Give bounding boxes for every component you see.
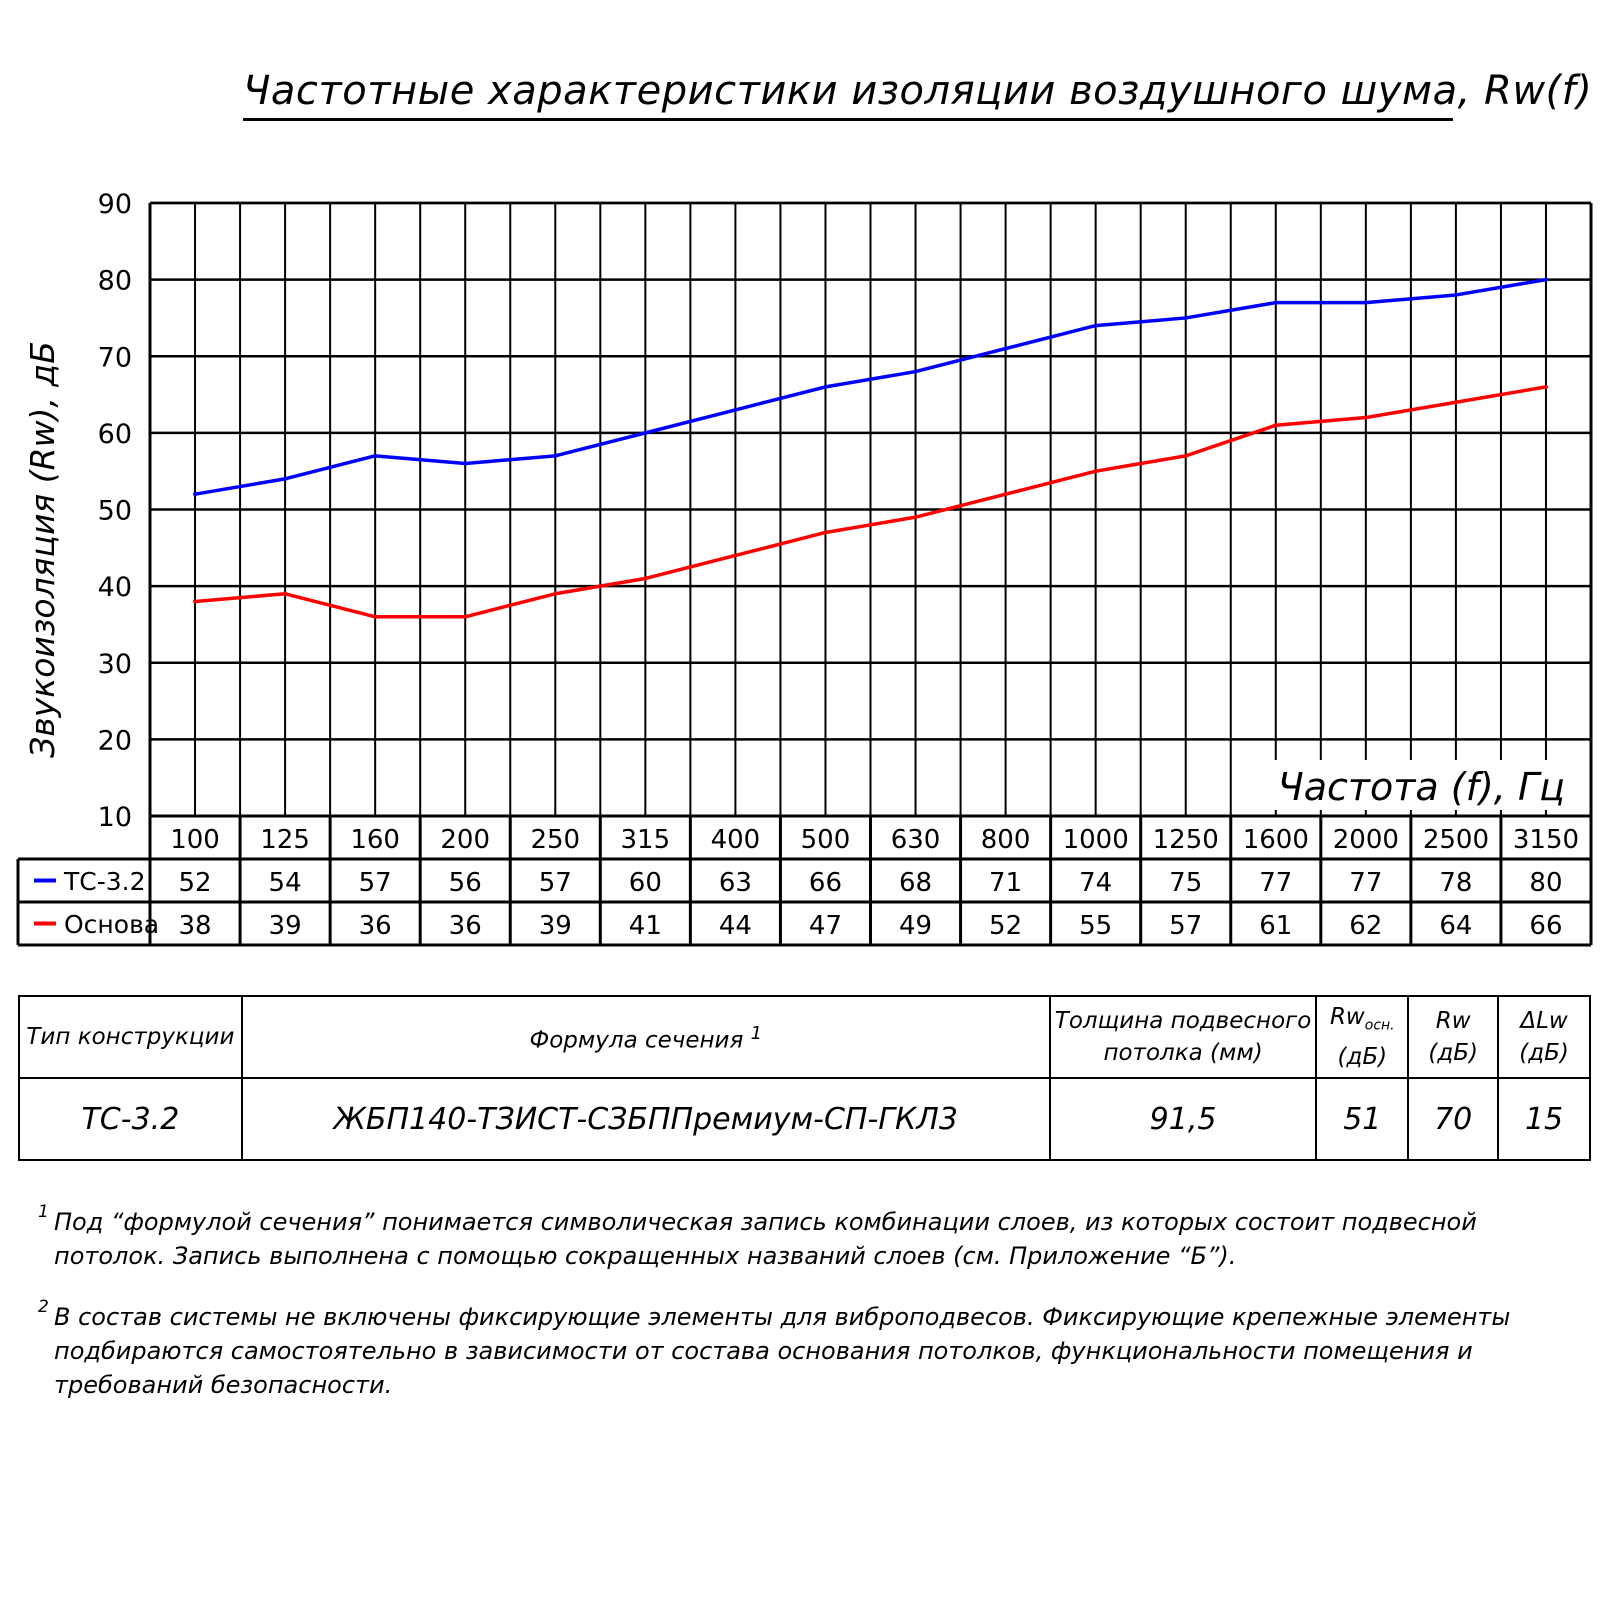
series-2-point: [733, 553, 737, 557]
data-label-1: 54: [268, 868, 302, 898]
header-rw-base-unit: (дБ): [1337, 1044, 1388, 1071]
data-label-1: 57: [538, 868, 572, 898]
series-1-point: [373, 454, 377, 458]
y-tick-label: 80: [97, 265, 132, 297]
x-tick-label: 630: [890, 825, 941, 855]
data-label-2: 38: [178, 911, 212, 941]
series-1-point: [1184, 316, 1188, 320]
series-1-point: [1364, 301, 1368, 305]
series-2-point: [373, 615, 377, 619]
data-label-1: 77: [1349, 868, 1383, 898]
x-tick-label: 800: [980, 825, 1031, 855]
x-axis-label: Частота (f), Гц: [1277, 765, 1565, 809]
data-label-2: 44: [718, 911, 752, 941]
data-label-1: 68: [898, 868, 933, 898]
header-delta: [1498, 996, 1590, 1078]
cell-formula: ЖБП140-ТЗИСТ-СЗБППремиум-СП-ГКЛ3: [242, 1078, 1050, 1160]
cell-delta: 15: [1498, 1078, 1590, 1160]
y-tick-label: 10: [97, 802, 132, 833]
spec-data-row: [19, 1078, 1590, 1160]
header-rw-unit: (дБ): [1428, 1040, 1478, 1066]
data-label-1: 74: [1079, 868, 1113, 898]
data-label-2: 61: [1259, 911, 1293, 941]
footnote-1-text: Под “формулой сечения” понимается символическая запись комбинации слоев, из которых состоит подвесной потолок. Запись выполнена с помощью сокращенных названий слоев (см. Приложение “Б”).: [54, 1208, 1477, 1270]
x-tick-label: 100: [170, 825, 220, 855]
y-tick-label: 90: [97, 189, 132, 220]
series-2-point: [463, 615, 467, 619]
data-label-1: 52: [178, 868, 212, 898]
series-1-point: [1094, 324, 1098, 328]
data-label-2: 39: [538, 911, 572, 941]
chart-title: Частотные характеристики изоляции воздушного шума, Rw(f): [243, 68, 1453, 121]
x-tick-label: 500: [800, 825, 851, 855]
data-label-2: 47: [808, 911, 843, 941]
series-1-point: [914, 370, 918, 374]
series-1-point: [463, 462, 467, 466]
footnote-2-mark: 2: [38, 1297, 49, 1317]
header-rw-base: [1316, 996, 1408, 1078]
series-2-point: [643, 576, 647, 580]
header-rw-label: Rw: [1435, 1008, 1471, 1034]
series-1-point: [283, 477, 287, 481]
data-label-1: 80: [1529, 868, 1563, 898]
series-2-point: [283, 592, 287, 596]
data-label-2: 36: [448, 911, 482, 941]
y-tick-label: 60: [97, 418, 132, 450]
header-rw: [1408, 996, 1498, 1078]
x-tick-label: 200: [440, 825, 491, 855]
header-formula: [242, 996, 1050, 1078]
series-1-point: [1004, 347, 1008, 351]
series-2-point: [914, 515, 918, 519]
header-delta-label: ΔLw: [1520, 1008, 1568, 1034]
cell-thickness: 91,5: [1050, 1078, 1317, 1160]
x-tick-label: 1600: [1242, 825, 1309, 855]
header-rw-base-sub: осн.: [1364, 1017, 1395, 1034]
series-2-point: [1544, 385, 1548, 389]
y-tick-label: 70: [97, 342, 132, 374]
data-label-2: 55: [1079, 911, 1113, 941]
footnote-2: [38, 1297, 1558, 1402]
series-1-point: [733, 408, 737, 412]
data-label-1: 56: [448, 868, 482, 898]
data-label-1: 77: [1259, 868, 1293, 898]
x-tick-label: 250: [530, 825, 581, 855]
footnote-2-text: В состав системы не включены фиксирующие элементы для виброподвесов. Фиксирующие крепежные элементы подбираются самостоятельно в зависимости от состава основания потолков, функциональности помещения и требований безопасности.: [54, 1303, 1511, 1399]
data-label-1: 66: [808, 868, 843, 898]
x-tick-label: 400: [710, 825, 761, 855]
series-2-point: [193, 599, 197, 603]
series-2-point: [1094, 469, 1098, 473]
series-2-point: [1184, 454, 1188, 458]
series-1-point: [1454, 293, 1458, 297]
y-tick-label: 50: [97, 495, 132, 527]
x-tick-label: 1000: [1062, 825, 1129, 855]
data-label-1: 71: [989, 868, 1023, 898]
data-label-2: 64: [1439, 911, 1473, 941]
y-tick-label: 20: [97, 725, 132, 757]
data-label-1: 63: [718, 868, 752, 898]
series-1-point: [193, 492, 197, 496]
series-1-point: [1274, 301, 1278, 305]
data-label-2: 52: [989, 911, 1023, 941]
x-tick-label: 2000: [1332, 825, 1399, 855]
series-2-point: [1004, 492, 1008, 496]
series-2-point: [823, 530, 827, 534]
legend-label-2: Основа: [64, 910, 160, 939]
x-tick-label: 1250: [1152, 825, 1219, 855]
legend-label-1: ТС-3.2: [64, 867, 146, 896]
footnote-1-mark: 1: [38, 1202, 49, 1222]
x-tick-label: 3150: [1512, 825, 1580, 855]
series-1-point: [643, 431, 647, 435]
cell-rw: 70: [1408, 1078, 1498, 1160]
data-label-2: 57: [1169, 911, 1203, 941]
data-label-1: 57: [358, 868, 392, 898]
spec-table: [18, 995, 1591, 1161]
data-label-2: 62: [1349, 911, 1383, 941]
header-formula-footnote-mark: 1: [750, 1022, 763, 1044]
data-label-2: 36: [358, 911, 392, 941]
series-1-point: [553, 454, 557, 458]
spec-header-row: [19, 996, 1590, 1078]
y-tick-label: 40: [97, 572, 132, 604]
y-axis-label: Звукоизоляция (Rw), дБ: [23, 341, 62, 758]
series-2-point: [553, 592, 557, 596]
header-delta-unit: (дБ): [1519, 1040, 1569, 1066]
series-1-point: [1544, 278, 1548, 282]
header-thickness: Толщина подвесного потолка (мм): [1050, 996, 1317, 1078]
data-label-1: 78: [1439, 868, 1473, 898]
series-2-point: [1364, 416, 1368, 420]
x-tick-label: 315: [620, 825, 671, 855]
x-tick-label: 125: [260, 825, 310, 855]
header-type: Тип конструкции: [19, 996, 242, 1078]
header-formula-label: Формула сечения: [529, 1027, 744, 1054]
x-tick-label: 2500: [1422, 825, 1489, 855]
cell-type: ТС-3.2: [19, 1078, 242, 1160]
data-label-1: 60: [628, 868, 662, 898]
y-tick-label: 30: [97, 648, 132, 680]
header-rw-base-label: Rw: [1329, 1003, 1365, 1030]
series-2-point: [1274, 423, 1278, 427]
data-label-2: 41: [628, 911, 662, 941]
data-label-2: 49: [898, 911, 933, 941]
series-1-point: [823, 385, 827, 389]
cell-rw-base: 51: [1316, 1078, 1408, 1160]
data-label-2: 66: [1529, 911, 1563, 941]
data-label-2: 39: [268, 911, 302, 941]
footnote-1: [38, 1202, 1558, 1273]
x-tick-label: 160: [350, 825, 400, 855]
series-2-point: [1454, 400, 1458, 404]
data-label-1: 75: [1169, 868, 1203, 898]
